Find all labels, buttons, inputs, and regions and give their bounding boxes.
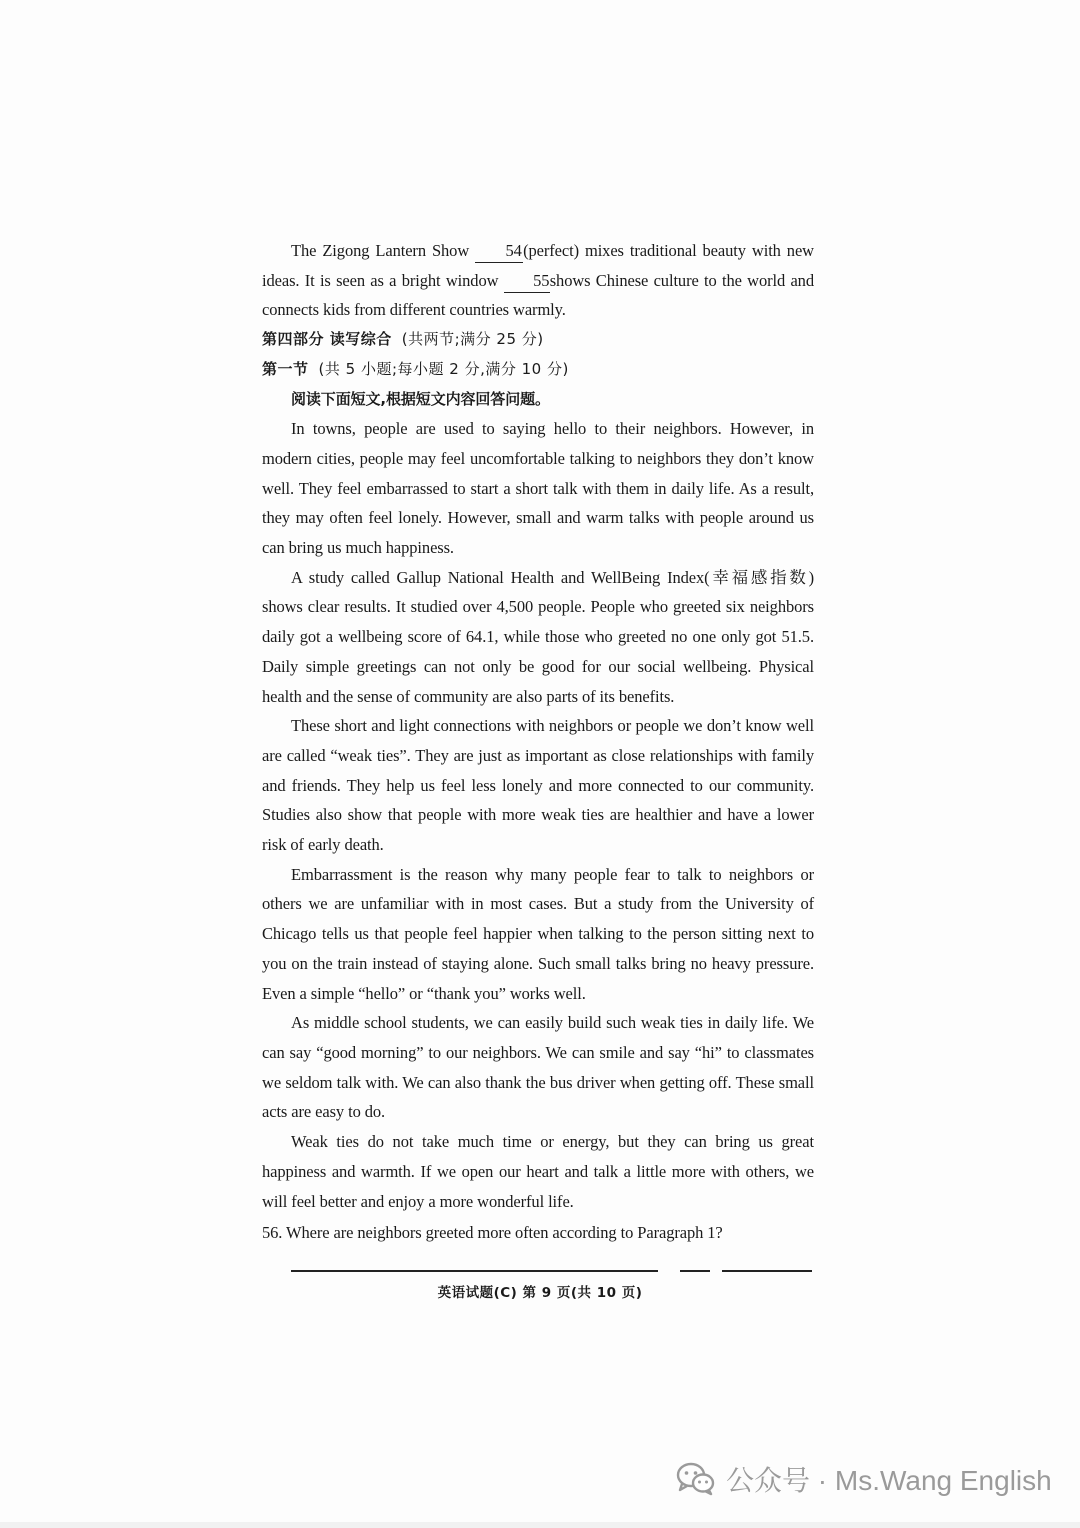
page-footer: 英语试题(C) 第 9 页(共 10 页) xyxy=(437,1285,643,1301)
paragraph-2: A study called Gallup National Health and WellBeing Index(幸福感指数) shows clear results. It studied over 4,500 people. People who greeted six neighbors daily got a wellbeing score of 64.1, while those who greeted no one only got 51.5. Daily simple greetings can not only be good for our social wellbeing. Physical health and the sense of community are also parts of its benefits. xyxy=(262,567,814,706)
blank-54: 54 xyxy=(475,240,523,263)
part4-title: 第四部分 读写综合 xyxy=(262,330,392,349)
paragraph-4: Embarrassment is the reason why many people fear to talk to neighbors or others we are unfamiliar with in most cases. But a study from the University of Chicago tells us that people feel happier when talking to the person sitting next to you on the train instead of staying alone. Such small talks bring no heavy pressure. Even a simple “hello” or “thank you” works well. xyxy=(262,864,814,1003)
section1-title: 第一节 xyxy=(262,359,309,378)
part4-heading xyxy=(262,325,814,355)
section1-heading xyxy=(262,355,814,385)
cloze-text-1: The Zigong Lantern Show xyxy=(291,241,476,260)
question-56: 56. Where are neighbors greeted more often according to Paragraph 1? xyxy=(262,1223,723,1243)
page-content xyxy=(262,236,814,1248)
answer-line-3 xyxy=(722,1270,812,1272)
wechat-icon xyxy=(676,1462,716,1496)
watermark-text: 公众号 · Ms.Wang English xyxy=(726,1465,1052,1496)
answer-line-2 xyxy=(680,1270,710,1272)
section1-note: (共 5 小题;每小题 2 分,满分 10 分) xyxy=(318,359,569,378)
watermark xyxy=(676,1456,1052,1502)
answer-line-1 xyxy=(291,1270,658,1272)
paragraph-1: In towns, people are used to saying hello to their neighbors. However, in modern cities, people may feel uncomfortable talking to neighbors they don’t know well. They feel embarrassed to start a short talk with them in daily life. As a result, they may often feel lonely. However, small and warm talks with people around us can bring us much happiness. xyxy=(262,419,814,558)
paragraph-6: Weak ties do not take much time or energy, but they can bring us great happiness and warmth. If we open our heart and talk a little more with others, we will feel better and enjoy a more wonderful life. xyxy=(262,1132,814,1211)
reading-instruction: 阅读下面短文,根据短文内容回答问题。 xyxy=(291,389,550,408)
bottom-edge xyxy=(0,1522,1080,1528)
cloze-text-3: shows Chinese culture to the world and connects kids from different countries warmly. xyxy=(262,270,814,320)
cloze-passage-end xyxy=(262,236,814,325)
part4-note: (共两节;满分 25 分) xyxy=(401,330,544,349)
cloze-text-2: (perfect) mixes traditional beauty with new ideas. It is seen as a bright window xyxy=(262,241,814,290)
paragraph-3: These short and light connections with neighbors or people we don’t know well are called “weak ties”. They are just as important as close relationships with family and friends. They help us feel less lonely and more connected to our community. Studies also show that people with more weak ties are healthier and have a lower risk of early death. xyxy=(262,716,814,855)
blank-55: 55 xyxy=(504,270,550,293)
paragraph-5: As middle school students, we can easily build such weak ties in daily life. We can say “good morning” to our neighbors. We can smile and say “hi” to classmates we seldom talk with. We can also thank the bus driver when getting off. These small acts are easy to do. xyxy=(262,1013,814,1122)
